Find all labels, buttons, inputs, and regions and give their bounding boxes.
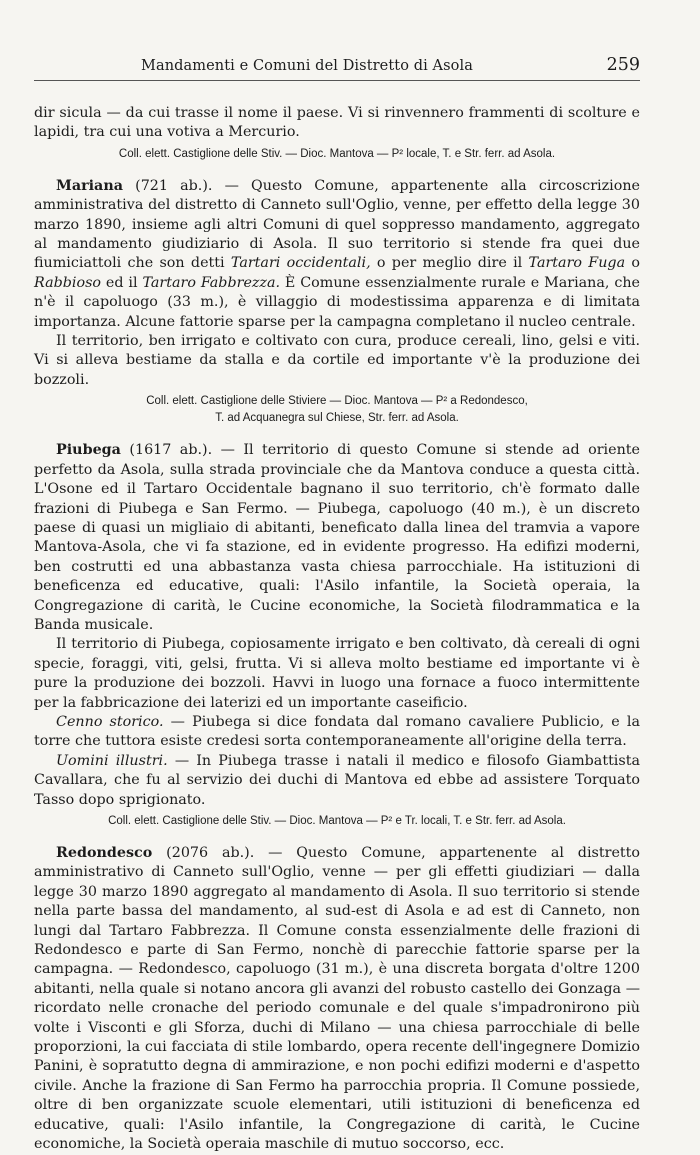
mariana-population: (721 ab.). <box>135 177 213 194</box>
piubega-cenno-text: — Piubega si dice fondata dal romano cavaliere Publicio, e la torre che tuttora esiste credesi sorta contemporaneamente all'origine della terra. <box>34 713 640 750</box>
piubega-paragraph-2: Il territorio di Piubega, copiosamente irrigato e ben coltivato, dà cereali di ogni specie, foraggi, viti, gelsi, frutta. Vi si alleva molto bestiame ed importante vi è pure la produzione dei bozzoli. Havvi in luogo una fornace a fuoco intermittente per la fabbricazione dei laterizi ed un importante caseificio. <box>34 636 640 711</box>
mariana-text-e: È Comune essenzialmente rurale e Mariana, che n'è il capoluogo (33 m.), è villaggio di modestissima apparenza e di limitata importanza. Alcune fattorie sparse per la campagna completano il nucleo centrale. <box>34 274 640 330</box>
mariana-text-b: o per meglio dire il <box>370 255 529 272</box>
piubega-note: Coll. elett. Castiglione delle Stiv. — Dioc. Mantova — P² e Tr. locali, T. e Str. ferr. ad Asola. <box>108 815 566 827</box>
mariana-name: Mariana <box>56 177 123 194</box>
mariana-paragraph-2: Il territorio, ben irrigato e coltivato con cura, produce cereali, lino, gelsi e viti. Vi si alleva bestiame da stalla e da cortile ed importante v'è la produzione dei bozzoli. <box>34 333 640 388</box>
running-title: Mandamenti e Comuni del Distretto di Asola <box>141 58 473 74</box>
piubega-text-1: — Il territorio di questo Comune si stende ad oriente perfetto da Asola, sulla strada provinciale che da Mantova conduce a questa città. L'Osone ed il Tartaro Occidentale bagnano il suo territorio, ch'è formato dalle frazioni di Piubega e San Fermo. — Piubega, capoluogo (40 m.), è un discreto paese di quasi un migliaio di abitanti, beneficato dalla linea del tramvia a vapore Mantova-Asola, che vi fa stazione, ed in evidente progresso. Ha edifizi moderni, ben costrutti ed una abbastanza vasta chiesa parrocchiale. Ha istituzioni di beneficenza ed educative, quali: l'Asilo infantile, la Società operaia, la Congregazione di carità, le Cucine economiche, la Società filodrammatica e la Banda musicale. <box>34 442 641 633</box>
mariana-italic-1: Tartari occidentali, <box>230 255 371 272</box>
page-number: 259 <box>606 55 640 75</box>
piubega-uomini-text: — In Piubega trasse i natali il medico e filosofo Giambattista Cavallara, che fu al servizio dei duchi di Mantova ed ebbe ad assistere Torquato Tasso dopo sprigionato. <box>34 752 640 808</box>
page-body <box>34 104 640 1155</box>
mariana-italic-3: Rabbioso <box>34 274 102 291</box>
mariana-text-d: ed il <box>101 274 143 291</box>
piubega-name: Piubega <box>56 442 121 459</box>
mariana-note-line-2: T. ad Acquanegra sul Chiese, Str. ferr. ad Asola. <box>215 412 459 425</box>
piubega-cenno-label: Cenno storico. <box>56 713 164 730</box>
redondesco-name: Redondesco <box>56 845 153 861</box>
piubega-uomini-label: Uomini illustri. <box>56 752 168 769</box>
mariana-text-c: o <box>625 255 641 272</box>
entry-piubega <box>34 441 640 830</box>
piubega-paragraph-4 <box>34 752 640 810</box>
mariana-italic-4: Tartaro Fabbrezza. <box>142 274 281 291</box>
mariana-note-line-1: Coll. elett. Castiglione delle Stiviere — Dioc. Mantova — P² a Redondesco, <box>146 395 528 408</box>
redondesco-population: (2076 ab.). <box>166 845 255 861</box>
intro-note: Coll. elett. Castiglione delle Stiv. — Dioc. Mantova — P² locale, T. e Str. ferr. ad Asola. <box>118 147 556 160</box>
mariana-italic-2: Tartaro Fuga <box>528 255 626 272</box>
piubega-paragraph-1 <box>34 441 640 635</box>
piubega-population: (1617 ab.). <box>129 442 213 459</box>
mariana-text-a: — Questo Comune, appartenente alla circoscrizione amministrativa del distretto di Canneto sull'Oglio, venne, per effetto della legge 30 marzo 1890, insieme agli altri Comuni di quel soppresso mandamento, aggregato al mandamento giudiziario di Asola. Il suo territorio si stende fra quei due fiumiciattoli che son detti <box>34 177 640 272</box>
redondesco-paragraph-1 <box>34 844 640 1155</box>
redondesco-text-1: — Questo Comune, appartenente al distretto amministrativo di Canneto sull'Oglio, venne — per gli effetti giudiziari — dalla legge 30 marzo 1890 aggregato al mandamento di Asola. Il suo territorio si stende nella parte bassa del mandamento, al sud-est di Asola e ad est di Canneto, non lungi dal Tartaro Fabbrezza. Il Comune consta essenzialmente delle frazioni di Redondesco e parte di San Fermo, nonchè di parecchie fattorie sparse per la campagna. — Redondesco, capoluogo (31 m.), è una discreta borgata d'oltre 1200 abitanti, nella quale si notano ancora gli avanzi del robusto castello dei Gonzaga — ricordato nelle cronache del periodo comunale e del quale s'impadronirono più volte i Visconti e gli Sforza, duchi di Milano — una chiesa parrocchiale di belle proporzioni, la cui facciata di stile lombardo, opera recente dell'ingegnere Domizio Panini, è sopratutto degna di ammirazione, e non pochi edifizi moderni e d'aspetto civile. Anche la frazione di San Fermo ha parrocchia propria. Il Comune possiede, oltre di ben organizzate scuole elementari, utili istituzioni di beneficenza ed educative, quali: l'Asilo infantile, la Congregazione di carità, le Cucine economiche, la Società operaia maschile di mutuo soccorso, ecc. <box>34 845 640 1153</box>
entry-redondesco <box>34 844 640 1155</box>
intro-paragraph: dir sicula — da cui trasse il nome il paese. Vi si rinvennero frammenti di scolture e lapidi, tra cui una votiva a Mercurio. <box>34 105 640 141</box>
entry-mariana <box>34 177 640 427</box>
mariana-paragraph-1 <box>34 177 640 332</box>
page-header <box>34 50 640 81</box>
piubega-paragraph-3 <box>34 713 640 752</box>
intro-section <box>34 104 640 163</box>
